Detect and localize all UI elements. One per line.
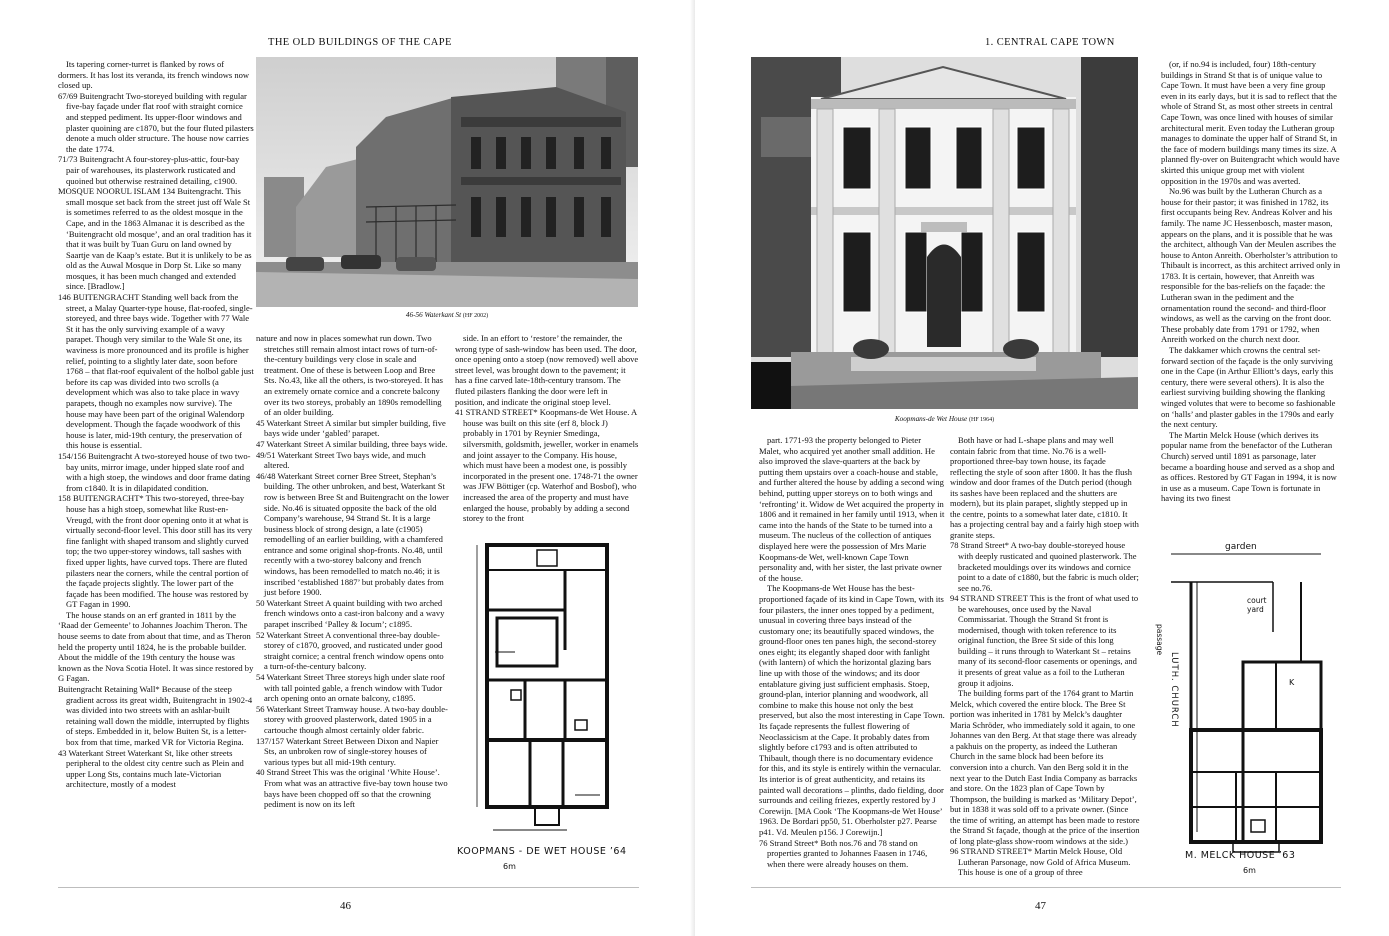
left-page [0,0,694,936]
waterkant-street-photo [256,57,638,307]
running-head-right: 1. CENTRAL CAPE TOWN [985,37,1115,48]
paragraph: The building forms part of the 1764 grant to Martin Melck, which covered the entire block. The Bree St portion was inherited in 1781 by Melck’s daughter Maria Schröder, who immediately sold it again, to one Johannes van den Berg. At that stage there was already a pakhuis on the property, as indeed the Lutheran Church in the same block had been before its conversion into a church. Van den Berg sold it in the next year to the Dutch East India Company as barracks and store. On the 1823 plan of Cape Town by Thompson, the building is marked as ‘Military Depot’, but in 1838 it was sold off to a private owner. (Since the time of writing, an attempt has been made to restore the Strand St façade, though at the price of the insertion of long plate-glass show-room windows at the side.) [950,688,1140,846]
paragraph: (or, if no.94 is included, four) 18th-century buildings in Strand St that is of unique value to Cape Town. It must have been a very fine group even in its early days, but it is sad to reflect that the whole of Strand St, as most other streets in central Cape Town, was once lined with houses of similar architectural merit. Even today the Lutheran group manages to dominate the upper half of Strand St, in the face of modern buildings many times its size. A planned fly-over on Buitengracht which would have skirted this unique group met with violent opposition in the 1970s and was averted. [1161,59,1340,186]
right-column-2 [950,435,1140,879]
page-number-left: 46 [340,900,351,912]
footer-rule-right [751,887,1341,888]
koopmans-de-wet-house-photo [751,57,1138,409]
plan-label-garden: garden [1225,542,1257,552]
paragraph: 146 BUITENGRACHT Standing well back from the street, a Malay Quarter-type house, flat-roofed, single-storeyed, and three bays wide. Together with 77 Wale St it has the only surviving example of a wavy parapet. Though very similar to the Wale St one, its waviness is more pronounced and its profile is higher relief, pointing to a slightly later date, soon before 1768 – that flat-roof equivalent of the holbol gable just before its cap was divided into two scrolls (a development which was also to take place in wavy parapets, though no examples now survive). The house may have been part of the original Walendorp development. Though the façade woodwork of this house is later, mid-19th century, the preservation of this house is essential. [58,292,254,451]
paragraph: 45 Waterkant Street A similar but simpler building, five bays wide under ‘gabled’ parapet. [256,417,446,439]
martin-melck-floor-plan [1155,532,1341,880]
paragraph: No.96 was built by the Lutheran Church as a house for their pastor; it was finished in 1782, its first occupants being Rev. Andreas Kolver and his family. The name JC Hessenbosch, master mason, appears on the plans, and it is possible that he was the architect, although Van der Meulen ascribes the house to Anton Anreith. Oberholster’s attribution to Thibault is incorrect, as this architect arrived only in 1783. It is certain, however, that Anreith was responsible for the bas-reliefs on the façade: the Lutheran swan in the pediment and the ornamentation round the second- and third-floor windows, as well as the carving on the front door. These probably date from 1791 or 1792, when Anreith worked on the church next door. [1161,186,1341,345]
paragraph: 46/48 Waterkant Street corner Bree Street, Stephan’s building. The other unbroken, and best, Waterkant St row is between Bree St and Buitengracht on the lower side. No.46 is situated opposite the back of the old Company’s warehouse, 94 Strand St. It is a large business block of strong design, a late (c1905) remodelling of an earlier building, with a chamfered entrance and some original shop-fronts. No.48, until recently with a two-storey balcony and french windows, has been remodelled to match no.46; it is inscribed ‘established 1887’ but probably dates from just before 1900. [256,470,449,598]
plan-label-passage: passage [1155,624,1164,656]
paragraph: The house stands on an erf granted in 1811 by the ‘Raad der Gemeente’ to Johannes Joachim Theron. The house seems to date from about that time, and as Theron held the property until 1824, he is the probable builder. About the middle of the 19th century the house was known as the Nova Scotia Hotel. It was since restored by G Fagan. [58,609,254,684]
paragraph: 47 Waterkant Street A similar building, three bays wide. [256,438,448,449]
paragraph: 154/156 Buitengracht A two-storeyed house of two two-bay units, mirror image, under hipped slate roof and with a high stoep, the windows and door frame dating from c1840. It is in dilapidated condition. [58,450,251,493]
paragraph: MOSQUE NOORUL ISLAM 134 Buitengracht. This small mosque set back from the street just off Wale St is sometimes referred to as the oldest mosque in the Cape, and in the 1863 Almanac it is described as the ‘Buitengracht old mosque’, and an oral tradition has it that it was built by Tuan Guru on land owned by Saartje van de Kaap’s estate. But it is unlikely to be as old as the Auwal Mosque in Dorp St. Like so many mosques, it has been much changed and extended since. [Bradlow.] [58,186,252,292]
paragraph: The Koopmans-de Wet House has the best-proportioned façade of its kind in Cape Town, with its four pilasters, the inner ones topped by a pediment, unusual in covering three bays instead of the customary one; its beautifully spaced windows, the ground-floor ones ten panes high, the second-storey ones eight; its elegantly shaped door with fanlight (with lantern) of which the horizontal glazing bars line up with those of the windows; and its door entablature giving just sufficient emphasis. Stoep, ground-plan, interior planning and woodwork, all combine to make this house not only the best preserved, but also the most interesting in Cape Town. Its façade represents the fullest flowering of Neoclassicism at the Cape. It probably dates from slightly before c1793 and is often attributed to Thibault, though there is no documentary evidence for this, and its style is entirely within the vernacular. Its interior is of great authenticity, and retains its painted wall decorations – plinths, dado fielding, door surrounds and ceiling friezes, expertly restored by J Corewijn. [MA Cook ‘The Koopmans-de Wet House’ 1963. De Bordari pp50, 51. Oberholster p27. Pearse p41. Vd. Meulen p156. J Corewijn.] [759,583,945,837]
paragraph: part. 1771-93 the property belonged to Pieter Malet, who acquired yet another small addition. He also improved the slave-quarters at the back by putting them upstairs over a coach-house and stable, and further altered the house by adding a second wing behind, putting upper storeys on to both wings and ‘refronting’ it. Widow de Wet acquired the property in 1806 and it remained in her family until 1913, when it came into the hands of the State to be turned into a museum. The nucleus of the collection of antiques displayed here were the possession of Mrs Marie Koopmans-de Wet, well-known Cape Town personality and, with her sister, the last private owner of the house. [759,435,945,583]
paragraph: Buitengracht Retaining Wall* Because of the steep gradient across its great width, Buitengracht in 1902-4 was divided into two streets with an ashlar-built retaining wall down the middle, interrupted by flights of steps. Embedded in it, below Buiten St, is a letter-box from that time, marked VR for Victoria Regina. [58,684,253,747]
photo-credit: (HF 2002) [462,313,489,319]
plan-title-text: M. MELCK HOUSE [1185,850,1276,861]
plan-title-right [1185,850,1295,861]
left-column-2 [256,333,449,879]
paragraph: 137/157 Waterkant Street Between Dixon and Napier Sts, an unbroken row of single-storey houses of various types but all mid-19th century. [256,735,439,767]
plan-label-k: K [1289,678,1295,687]
paragraph: 78 Strand Street* A two-bay double-storeyed house with deeply rusticated and quoined plasterwork. The bracketed mouldings over its windows and cornice point to a date of c1880, but the fabric is much older; see no.76. [950,540,1139,593]
running-head-left: THE OLD BUILDINGS OF THE CAPE [268,37,452,48]
photo-caption-left [256,311,638,319]
paragraph: 96 STRAND STREET* Martin Melck House, Old Lutheran Parsonage, now Gold of Africa Museum. This house is one of a group of three [950,846,1131,878]
caption-text: Koopmans-de Wet House [894,415,968,423]
paragraph: 54 Waterkant Street Three storeys high under slate roof with tall pointed gable, a french window with Tudor arch opening onto an ornate balcony, c1895. [256,672,445,704]
photo-credit: (HF 1964) [969,417,995,423]
paragraph: 50 Waterkant Street A quaint building with two arched french windows onto a cast-iron balcony and a wavy parapet inscribed ‘Palley & Iocum’; c1895. [256,597,445,630]
page-number-right: 47 [1035,900,1046,912]
left-column-3 [455,333,639,533]
paragraph: 158 BUITENGRACHT* This two-storeyed, three-bay house has a high stoep, somewhat like Rust-en-Vreugd, with the front door opening onto it at what is virtually second-floor level. This door still has its very fine fanlight with shaped transom and slightly curved top; the two upper-storey windows, tall sashes with fixed upper lights, have curved tops. There are fluted pilasters near the corners, while the central portion of the façade projects slightly. The lower part of the façade has been modified. The house was restored by GT Fagan in 1990. [58,493,253,610]
paragraph: 71/73 Buitengracht A four-storey-plus-attic, four-bay pair of warehouses, its plasterwork rusticated and quoined but otherwise restrained detailing, c1900. [58,154,240,186]
photo-caption-right [751,415,1138,423]
paragraph: 49/51 Waterkant Street Two bays wide, and much altered. [256,449,426,471]
paragraph: The Martin Melck House (which derives its popular name from the benefactor of the Lutheran Church) served until 1891 as parsonage, later became a boarding house and served as a shop and as offices. Restored by GT Fagan in 1994, it is now in use as a museum. Cape Town is fortunate in having its two finest [1161,429,1337,504]
paragraph: nature and now in places somewhat run down. Two stretches still remain almost intact rows of turn-of-the-century buildings very close in scale and treatment. One of these is between Loop and Bree Sts. No.43, like all the others, is two-storeyed. It has an extremely ornate cornice and a concrete balcony over its two storeys, probably an 1890s remodelling of an older building. [256,333,443,418]
right-page [695,0,1389,936]
paragraph: 52 Waterkant Street A conventional three-bay double-storey of c1870, grooved, and rusticated under good straight cornice; a central french window opens onto a turn-of-the-century balcony. [256,629,444,672]
plan-title-text: KOOPMANS - DE WET HOUSE [457,846,607,857]
plan-scale-right: 6m [1243,866,1256,875]
paragraph: Both have or had L-shape plans and may well contain fabric from that time. No.76 is a well-proportioned three-bay town house, its façade reflecting the style of soon after 1800. It has the flush window and door frames of the Dutch period (though its sashes have been replaced and the shutters are modern), but its plain parapet, slightly stepped up in the centre, points to a somewhat later date, c1810. It has a projecting central bay and a fairly high stoep with granite steps. [950,435,1139,540]
paragraph: side. In an effort to ‘restore’ the remainder, the wrong type of sash-window has been used. The door, once opening onto a stoep (now removed) well above street level, was brought down to the pavement; it has a fine carved late-18th-century transom. The fluted pilasters flanking the door were left in position, and indicate the original stoep level. [455,333,639,407]
right-column-1 [759,435,945,879]
paragraph: 56 Waterkant Street Tramway house. A two-bay double-storey with grooved plasterwork, dated 1905 in a cartouche though almost certainly older fabric. [256,703,448,735]
left-column-1 [58,59,254,879]
plan-title-left [457,846,627,857]
paragraph: The dakkamer which crowns the central set-forward section of the façade is the only surviving one in the Cape (in Arthur Elliott’s days, early this century, there were several others). It is also the earliest surviving building showing the flanking winged volutes that were to become so fashionable on ‘halls’ and plaster gables in the 1790s and early the next century. [1161,345,1336,430]
plan-scale-left: 6m [503,862,516,871]
paragraph: 43 Waterkant Street Waterkant St, like other streets peripheral to the oldest city centre such as Plein and upper Long Sts, contains much late-Victorian architecture, mostly of a modest [58,747,244,790]
paragraph: Its tapering corner-turret is flanked by rows of dormers. It has lost its veranda, its french windows now closed up. [58,59,250,91]
plan-year: ’63 [1278,850,1296,861]
paragraph: 94 STRAND STREET This is the front of what used to be warehouses, once used by the Naval Commissariat. Though the Strand St front is modernised, though with token reference to its original function, the Bree St side of this long building – it runs through to Waterkant St – retains many of its second-floor casements or openings, and it presents of great value as a foil to the Lutheran group it adjoins. [950,593,1139,688]
paragraph: 40 Strand Street This was the original ‘White House’. From what was an attractive five-bay town house two bays have been chopped off so that the crowning pediment is now on its left [256,767,448,810]
footer-rule-left [58,887,639,888]
plan-year: ’64 [609,846,627,857]
paragraph: 41 STRAND STREET* Koopmans-de Wet House. A house was built on this site (erf 8, block J) probably in 1701 by Reynier Smedinga, silversmith, goldsmith, jeweller, worker in enamels and joint assayer to the Company. His house, which must have been a modest one, is possibly incorporated in the present one. 1748-71 the owner was JFW Böttiger (cp. Waterhof and Bosbof), who increased the area of the property and must have enlarged the house, probably by adding a second storey to the front [455,407,639,524]
paragraph: 76 Strand Street* Both nos.76 and 78 stand on properties granted to Johannes Faasen in 1746, when there were already houses on them. [759,837,928,869]
paragraph: 67/69 Buitengracht Two-storeyed building with regular five-bay façade under flat roof with straight cornice and stepped pediment. Its upper-floor windows and plaster quoining are c1870, but the four fluted pilasters denote a much older structure. The house now carries the date 1774. [58,90,254,154]
right-column-3 [1161,59,1341,526]
plan-label-court-yard: court yard [1247,596,1267,614]
plan-label-luth-church: LUTH. CHURCH [1169,652,1179,728]
koopmans-de-wet-floor-plan [455,540,638,880]
caption-text: 46-56 Waterkant St [405,311,462,319]
